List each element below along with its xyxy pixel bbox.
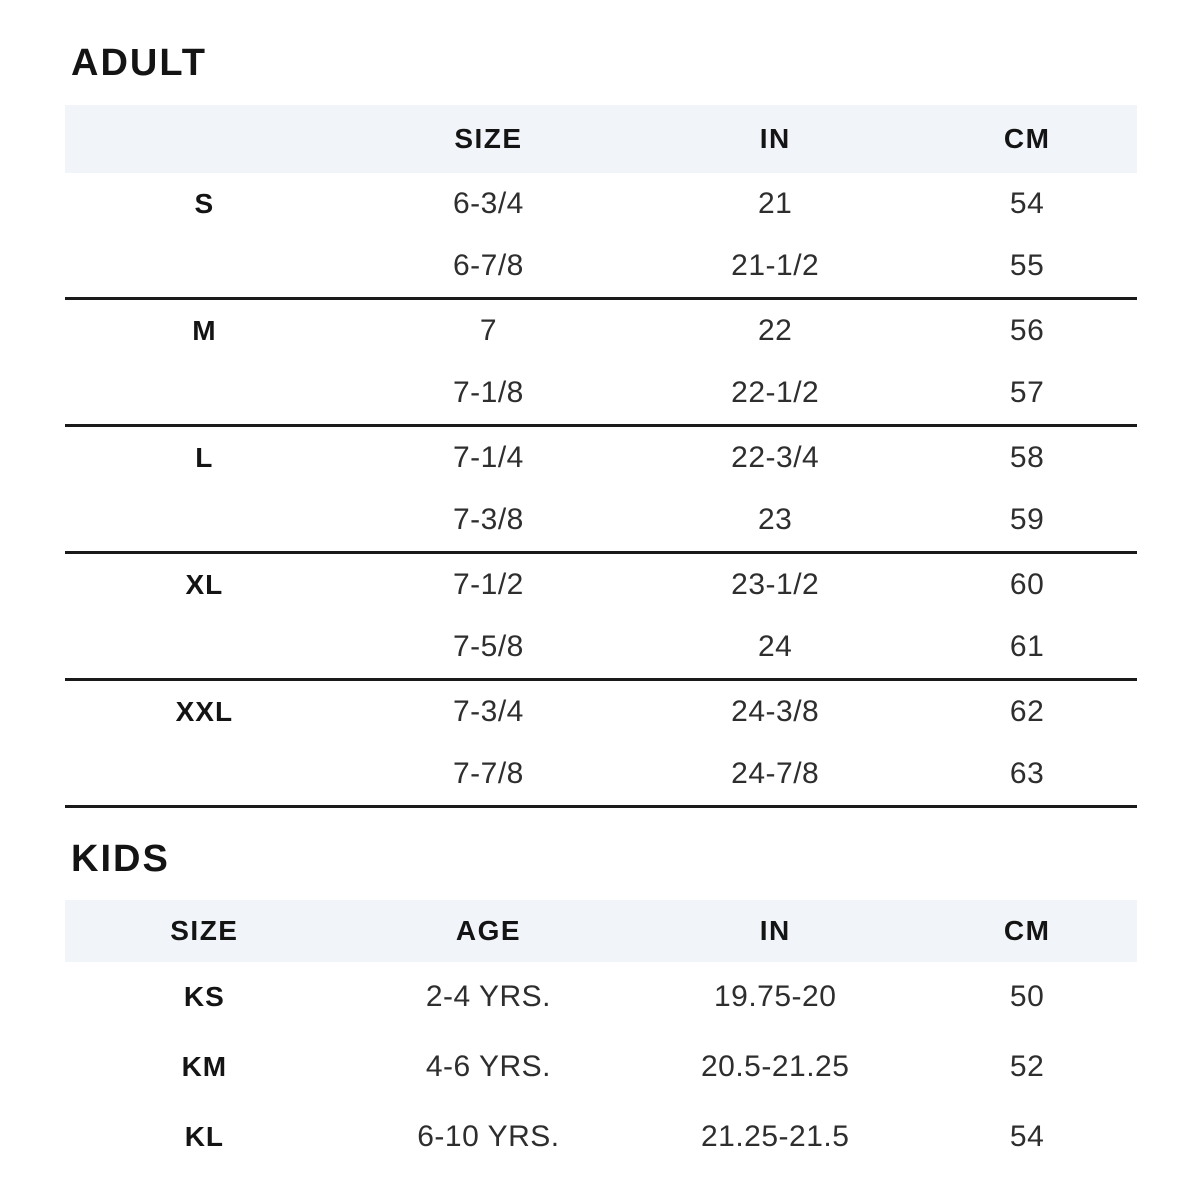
table-row [65,962,1137,1032]
in-cell: 24 [758,630,793,663]
table-row [65,235,1137,299]
kids-col-cm: CM [917,900,1137,962]
table-row [65,743,1137,807]
size-group-label-empty [65,616,344,680]
size-group-label: L [195,442,214,473]
size-cell: 7-3/4 [452,695,524,728]
in-cell: 22-3/4 [731,441,820,474]
size-cell: 6-7/8 [452,249,524,282]
size-group-label-empty [65,235,344,299]
table-row [65,426,1137,490]
size-group-label: KS [183,981,225,1012]
size-cell: 7-7/8 [452,757,524,790]
size-group-label-empty [65,489,344,553]
table-row [65,362,1137,426]
cm-cell: 57 [1009,376,1045,409]
table-row [65,553,1137,617]
adult-group-l [65,426,1137,553]
cm-cell: 55 [1009,249,1045,282]
size-cell: 7-1/8 [452,376,524,409]
adult-group-xxl [65,680,1137,807]
size-group-label-empty [65,743,344,807]
size-cell: 7-5/8 [452,630,524,663]
size-group-label: M [192,315,217,346]
age-cell: 6-10 YRS. [417,1120,560,1153]
table-row [65,1032,1137,1102]
kids-col-in: IN [633,900,917,962]
size-group-label: XL [185,569,224,600]
in-cell: 19.75-20 [713,980,837,1013]
kids-col-size: SIZE [65,900,344,962]
table-row [65,489,1137,553]
table-row [65,173,1137,235]
cm-cell: 59 [1009,503,1045,536]
adult-size-table [65,105,1137,808]
size-group-label-empty [65,362,344,426]
in-cell: 24-7/8 [731,757,820,790]
in-cell: 21-1/2 [731,249,820,282]
adult-col-blank [65,105,344,173]
size-group-label: XXL [175,696,234,727]
age-cell: 2-4 YRS. [425,980,552,1013]
in-cell: 23 [758,503,793,536]
cm-cell: 54 [1009,187,1045,220]
cm-cell: 52 [1009,1050,1045,1083]
adult-header-row [65,105,1137,173]
kids-section-heading: KIDS [71,838,170,880]
adult-group-xl [65,553,1137,680]
kids-header-row [65,900,1137,962]
cm-cell: 54 [1009,1120,1045,1153]
cm-cell: 62 [1009,695,1045,728]
adult-section-heading: ADULT [71,42,207,84]
in-cell: 20.5-21.25 [700,1050,850,1083]
cm-cell: 56 [1009,314,1045,347]
cm-cell: 50 [1009,980,1045,1013]
in-cell: 23-1/2 [731,568,820,601]
size-cell: 7-3/8 [452,503,524,536]
size-group-label: KM [181,1051,228,1082]
age-cell: 4-6 YRS. [425,1050,552,1083]
adult-col-size: SIZE [344,105,633,173]
table-row [65,616,1137,680]
size-cell: 6-3/4 [452,187,524,220]
table-row [65,1102,1137,1172]
size-cell: 7-1/4 [452,441,524,474]
size-cell: 7 [479,314,498,347]
adult-group-s [65,173,1137,299]
cm-cell: 63 [1009,757,1045,790]
in-cell: 24-3/8 [731,695,820,728]
size-group-label: KL [184,1121,225,1152]
adult-col-cm: CM [917,105,1137,173]
size-group-label: S [194,188,215,219]
in-cell: 22 [758,314,793,347]
kids-size-table [65,900,1137,1172]
in-cell: 21.25-21.5 [700,1120,850,1153]
in-cell: 22-1/2 [731,376,820,409]
cm-cell: 60 [1009,568,1045,601]
adult-group-m [65,299,1137,426]
cm-cell: 61 [1009,630,1045,663]
kids-col-age: AGE [344,900,633,962]
table-row [65,680,1137,744]
size-cell: 7-1/2 [452,568,524,601]
table-row [65,299,1137,363]
adult-col-in: IN [633,105,917,173]
cm-cell: 58 [1009,441,1045,474]
in-cell: 21 [758,187,793,220]
